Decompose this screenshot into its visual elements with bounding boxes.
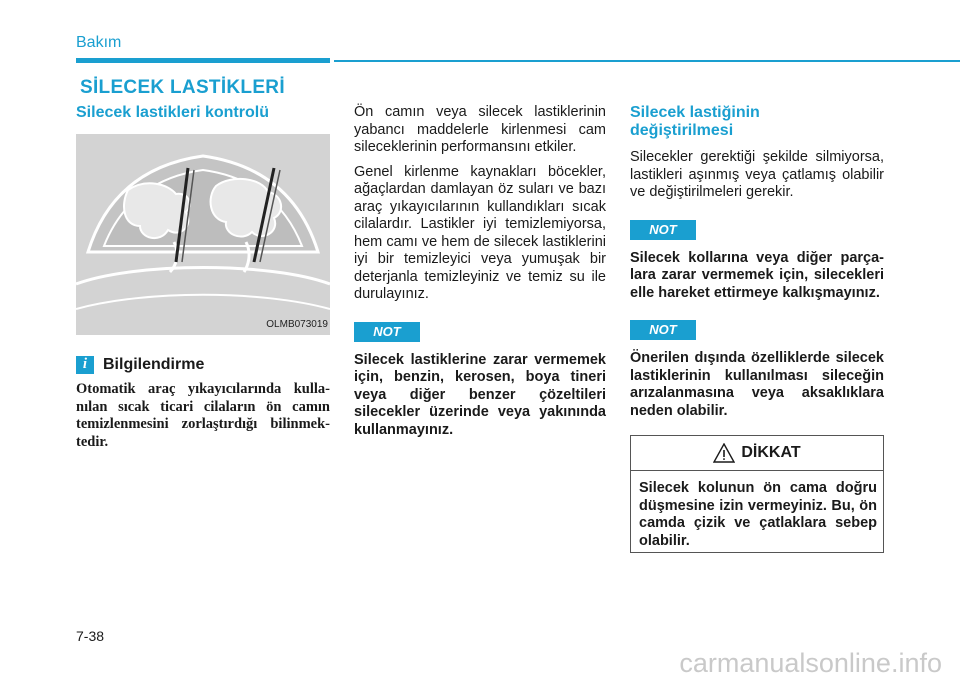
- note-text-solvents: Silecek lastiklerine zarar vermemek için, benzin, kerosen, boya tineri veya diğer benzer çözeltileri silecekler üzerinde veya yakınında kullanmayınız.: [354, 351, 606, 438]
- info-heading: Bilgilendirme: [103, 356, 205, 374]
- caution-title: DİKKAT: [741, 444, 801, 461]
- column-right: [630, 104, 884, 420]
- note-badge: NOT: [354, 322, 420, 342]
- warning-triangle-icon: [713, 443, 735, 463]
- paragraph-replacement: Silecekler gerektiği şekilde silmiyorsa, lastikleri aşınmış veya çatlamış olabilir ve değiştirilmeleri gerekir.: [630, 149, 884, 200]
- header-rule-thick: [76, 58, 330, 63]
- header-title: Bakım: [76, 34, 122, 51]
- column-middle: [354, 104, 606, 439]
- caution-text: Silecek kolunun ön cama doğru düşmesine izin vermeyiniz. Bu, ön camda çizik ve çatlaklara sebep olabilir.: [639, 480, 877, 549]
- wiper-blade-illustration: [76, 134, 330, 335]
- caution-header: [631, 436, 883, 471]
- info-text: Otomatik araç yıkayıcılarında kullanılan sıcak ticari cilaların ön camın temizlenmesini zorlaştırdığı bilinmektedir.: [76, 381, 330, 450]
- figure-code: OLMB073019: [266, 318, 328, 330]
- subheading-wiper-check: Silecek lastikleri kontrolü: [76, 104, 269, 121]
- note-text-specs: Önerilen dışında özelliklerde silecek lastiklerinin kullanılması sileceğin arızalanmasına veya aksaklıklara neden olabilir.: [630, 350, 884, 419]
- section-title: SİLECEK LASTİKLERİ: [80, 77, 285, 98]
- info-header: [76, 356, 330, 374]
- note-badge: NOT: [630, 320, 696, 340]
- note-badge: NOT: [630, 220, 696, 240]
- info-icon: i: [76, 356, 94, 374]
- column-left: [76, 104, 330, 451]
- watermark: carmanualsonline.info: [679, 648, 942, 678]
- subheading-blade-replacement-line1: Silecek lastiğinin: [630, 104, 760, 121]
- header-rule-thin: [334, 60, 960, 62]
- subheading-blade-replacement-line2: değiştirilmesi: [630, 122, 734, 139]
- paragraph-cleaning: Genel kirlenme kaynakları böcekler, ağaçlardan damlayan öz suları ve bazı araç yıkayıcılarının kullandıkları sıcak cilalardır. Lastikler iyi temizlemiyorsa, hem camı ve hem de silecek lastiklerini iyi bir temizleyici veya yumuşak bir deterjanla temizleyiniz ve temiz su ile durulayınız.: [354, 163, 606, 302]
- windshield-wiper-drawing: [76, 134, 330, 335]
- page-number: 7-38: [76, 628, 105, 644]
- caution-box: [630, 435, 884, 553]
- paragraph-contamination: Ön camın veya silecek lastiklerinin yabancı maddelerle kirlenmesi cam sileceklerinin performansını etkiler.: [354, 104, 606, 155]
- note-text-arms: Silecek kollarına veya diğer parçalara zarar vermemek için, silecekleri elle hareket ettirmeye kalkışmayınız.: [630, 249, 884, 301]
